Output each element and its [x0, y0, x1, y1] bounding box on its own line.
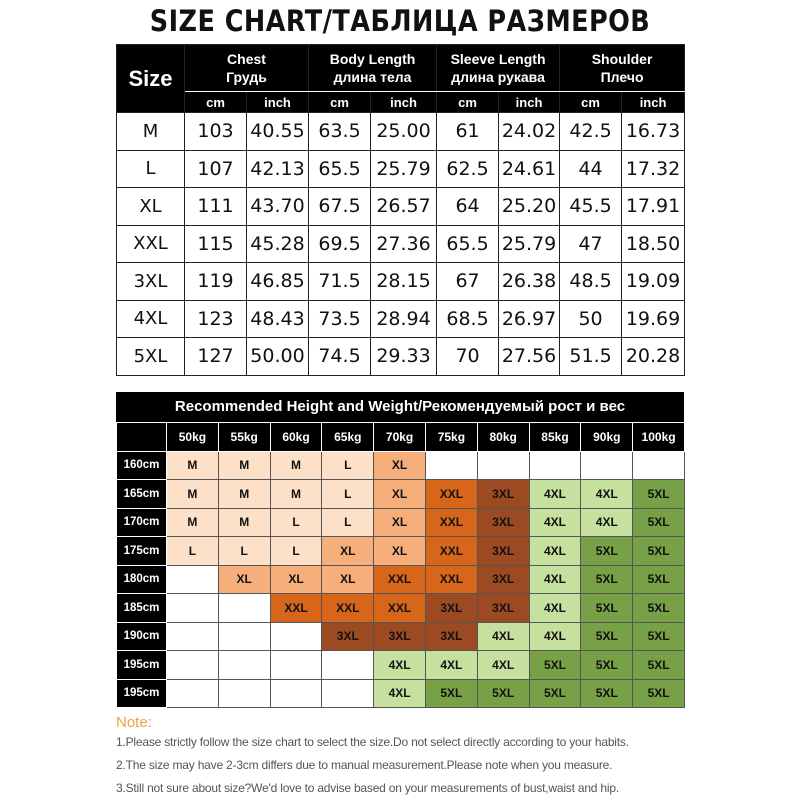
height-row [117, 508, 685, 537]
recommended-size-cell: XL [322, 565, 374, 594]
unit-header: inch [247, 92, 309, 113]
height-row [117, 480, 685, 509]
recommended-size-cell: M [270, 451, 322, 480]
recommended-size-cell: 4XL [529, 565, 581, 594]
recommended-size-cell: L [322, 508, 374, 537]
recommended-size-cell: 4XL [374, 651, 426, 680]
recommended-size-cell: 5XL [581, 537, 633, 566]
measurement-cell: 61 [437, 113, 499, 151]
body-length-column-header: Body Length длина тела [309, 45, 437, 92]
recommended-size-cell: XXL [374, 594, 426, 623]
recommended-size-cell: 5XL [581, 594, 633, 623]
recommended-size-cell: L [270, 537, 322, 566]
recommended-size-cell: XXL [425, 565, 477, 594]
measurement-cell: 70 [437, 338, 499, 376]
recommended-size-cell: 3XL [477, 537, 529, 566]
recommended-size-cell: 5XL [633, 480, 685, 509]
measurement-cell: 25.79 [371, 150, 437, 188]
measurement-cell: 50.00 [247, 338, 309, 376]
recommended-size-cell: M [167, 508, 219, 537]
measurement-cell: 28.15 [371, 263, 437, 301]
height-header: 175cm [117, 537, 167, 566]
weight-header: 50kg [167, 423, 219, 452]
height-row [117, 622, 685, 651]
unit-header: cm [437, 92, 499, 113]
height-header: 160cm [117, 451, 167, 480]
measurement-cell: 62.5 [437, 150, 499, 188]
recommended-size-cell: M [218, 451, 270, 480]
size-column-header: Size [117, 45, 185, 113]
measurement-cell: 16.73 [622, 113, 685, 151]
size-label-cell: L [117, 150, 185, 188]
measurement-cell: 65.5 [309, 150, 371, 188]
recommended-size-cell [218, 594, 270, 623]
size-row [117, 338, 685, 376]
recommended-size-cell: 5XL [529, 679, 581, 708]
measurement-cell: 63.5 [309, 113, 371, 151]
measurement-cell: 26.57 [371, 188, 437, 226]
measurement-cell: 71.5 [309, 263, 371, 301]
recommended-size-cell [167, 651, 219, 680]
recommended-size-cell: XL [374, 480, 426, 509]
measurement-cell: 28.94 [371, 300, 437, 338]
recommended-size-cell [167, 565, 219, 594]
recommended-size-cell [270, 679, 322, 708]
measurement-cell: 64 [437, 188, 499, 226]
recommended-size-cell: 3XL [425, 594, 477, 623]
unit-header: inch [499, 92, 560, 113]
recommended-size-cell: L [322, 480, 374, 509]
size-label-cell: XL [117, 188, 185, 226]
height-header: 195cm [117, 651, 167, 680]
weight-header: 55kg [218, 423, 270, 452]
recommended-size-cell [425, 451, 477, 480]
recommended-size-cell: 5XL [477, 679, 529, 708]
recommended-size-cell: XL [218, 565, 270, 594]
recommended-size-cell [218, 651, 270, 680]
size-label-cell: M [117, 113, 185, 151]
measurement-cell: 25.20 [499, 188, 560, 226]
corner-cell [117, 423, 167, 452]
recommended-size-cell [529, 451, 581, 480]
recommended-size-cell: L [167, 537, 219, 566]
weight-header: 90kg [581, 423, 633, 452]
measurement-cell: 68.5 [437, 300, 499, 338]
measurement-cell: 27.56 [499, 338, 560, 376]
height-row [117, 565, 685, 594]
note-line: 3.Still not sure about size?We'd love to advise based on your measurements of bust,waist and hip. [116, 781, 619, 795]
height-weight-table [116, 422, 685, 708]
measurement-cell: 107 [185, 150, 247, 188]
height-header: 185cm [117, 594, 167, 623]
size-row [117, 188, 685, 226]
size-label-cell: 5XL [117, 338, 185, 376]
recommended-size-cell: 4XL [581, 480, 633, 509]
measurement-cell: 74.5 [309, 338, 371, 376]
recommended-size-cell: XL [374, 451, 426, 480]
measurement-cell: 127 [185, 338, 247, 376]
recommended-size-cell: 3XL [322, 622, 374, 651]
weight-header: 80kg [477, 423, 529, 452]
recommended-size-cell: 4XL [529, 594, 581, 623]
weight-header: 85kg [529, 423, 581, 452]
size-row [117, 300, 685, 338]
height-row [117, 651, 685, 680]
measurement-cell: 67 [437, 263, 499, 301]
recommended-size-cell: 5XL [633, 622, 685, 651]
height-row [117, 537, 685, 566]
recommended-size-cell [167, 594, 219, 623]
measurement-cell: 50 [560, 300, 622, 338]
measurement-cell: 42.5 [560, 113, 622, 151]
page-title: SIZE CHART/ТАБЛИЦА РАЗМЕРОВ [149, 4, 651, 38]
recommended-size-cell: 4XL [529, 537, 581, 566]
recommended-size-cell: XXL [425, 508, 477, 537]
note-line: 2.The size may have 2-3cm differs due to manual measurement.Please note when you measure. [116, 758, 613, 772]
recommended-size-cell [167, 622, 219, 651]
size-row [117, 113, 685, 151]
weight-header: 65kg [322, 423, 374, 452]
measurement-cell: 111 [185, 188, 247, 226]
size-row [117, 150, 685, 188]
recommended-size-cell: XL [374, 537, 426, 566]
recommended-size-cell: 3XL [477, 594, 529, 623]
recommended-size-cell: M [218, 480, 270, 509]
recommended-size-cell: 4XL [477, 651, 529, 680]
measurement-cell: 26.97 [499, 300, 560, 338]
measurement-cell: 19.69 [622, 300, 685, 338]
measurement-cell: 18.50 [622, 225, 685, 263]
height-header: 190cm [117, 622, 167, 651]
recommended-size-cell: XL [270, 565, 322, 594]
recommended-size-cell: 3XL [477, 565, 529, 594]
recommended-size-cell [270, 651, 322, 680]
recommended-size-cell: XXL [425, 537, 477, 566]
sleeve-length-column-header: Sleeve Length длина рукава [437, 45, 560, 92]
measurement-cell: 17.91 [622, 188, 685, 226]
recommended-size-cell: 5XL [633, 651, 685, 680]
recommended-size-cell [581, 451, 633, 480]
recommended-size-cell: M [167, 451, 219, 480]
recommended-size-cell: L [218, 537, 270, 566]
measurement-cell: 65.5 [437, 225, 499, 263]
unit-header: inch [622, 92, 685, 113]
recommended-size-cell: XXL [270, 594, 322, 623]
unit-header: cm [309, 92, 371, 113]
size-label-cell: 3XL [117, 263, 185, 301]
measurement-cell: 48.5 [560, 263, 622, 301]
recommended-size-cell: 5XL [633, 679, 685, 708]
recommended-size-cell: 4XL [581, 508, 633, 537]
measurement-cell: 51.5 [560, 338, 622, 376]
height-row [117, 679, 685, 708]
recommended-size-cell: XL [322, 537, 374, 566]
measurement-cell: 115 [185, 225, 247, 263]
measurement-cell: 67.5 [309, 188, 371, 226]
recommended-size-cell: L [270, 508, 322, 537]
recommended-size-cell: 5XL [633, 594, 685, 623]
chest-column-header: Chest Грудь [185, 45, 309, 92]
recommended-size-cell [270, 622, 322, 651]
measurement-cell: 69.5 [309, 225, 371, 263]
measurement-cell: 46.85 [247, 263, 309, 301]
recommended-size-cell: XL [374, 508, 426, 537]
height-row [117, 594, 685, 623]
size-row [117, 225, 685, 263]
weight-header: 70kg [374, 423, 426, 452]
measurement-cell: 40.55 [247, 113, 309, 151]
measurement-cell: 24.61 [499, 150, 560, 188]
measurement-cell: 47 [560, 225, 622, 263]
weight-header: 75kg [425, 423, 477, 452]
height-header: 195cm [117, 679, 167, 708]
measurement-cell: 24.02 [499, 113, 560, 151]
recommended-size-cell [218, 622, 270, 651]
recommended-size-cell: 5XL [581, 622, 633, 651]
recommended-size-cell: XXL [322, 594, 374, 623]
height-row [117, 451, 685, 480]
weight-header: 60kg [270, 423, 322, 452]
height-header: 180cm [117, 565, 167, 594]
measurement-cell: 25.00 [371, 113, 437, 151]
recommended-size-cell: 5XL [425, 679, 477, 708]
unit-header: cm [185, 92, 247, 113]
measurement-cell: 45.28 [247, 225, 309, 263]
recommended-size-cell: 5XL [633, 565, 685, 594]
notes-section [116, 714, 796, 804]
recommended-size-cell: XXL [425, 480, 477, 509]
recommended-size-cell [322, 651, 374, 680]
recommended-size-cell: 5XL [633, 537, 685, 566]
recommended-size-cell [322, 679, 374, 708]
unit-header: cm [560, 92, 622, 113]
recommended-size-cell [218, 679, 270, 708]
unit-header: inch [371, 92, 437, 113]
recommended-size-cell: M [218, 508, 270, 537]
height-header: 170cm [117, 508, 167, 537]
measurement-cell: 27.36 [371, 225, 437, 263]
weight-header: 100kg [633, 423, 685, 452]
measurement-cell: 119 [185, 263, 247, 301]
recommended-size-cell: 3XL [374, 622, 426, 651]
recommended-size-cell: 3XL [425, 622, 477, 651]
measurement-cell: 25.79 [499, 225, 560, 263]
notes-title: Note: [116, 714, 152, 731]
recommended-size-cell: M [167, 480, 219, 509]
measurement-cell: 73.5 [309, 300, 371, 338]
recommended-size-cell: 4XL [374, 679, 426, 708]
size-chart-table [116, 44, 685, 376]
recommended-size-cell: 4XL [529, 622, 581, 651]
note-line: 1.Please strictly follow the size chart to select the size.Do not select directly according to your habits. [116, 735, 629, 749]
recommended-size-cell: 3XL [477, 480, 529, 509]
measurement-cell: 48.43 [247, 300, 309, 338]
recommended-size-cell [167, 679, 219, 708]
recommended-size-cell: M [270, 480, 322, 509]
measurement-cell: 17.32 [622, 150, 685, 188]
recommended-size-cell: 4XL [477, 622, 529, 651]
size-row [117, 263, 685, 301]
recommended-size-cell: 5XL [529, 651, 581, 680]
measurement-cell: 42.13 [247, 150, 309, 188]
measurement-cell: 43.70 [247, 188, 309, 226]
recommended-size-cell: 5XL [633, 508, 685, 537]
measurement-cell: 44 [560, 150, 622, 188]
recommended-size-cell: 5XL [581, 679, 633, 708]
recommended-size-cell: XXL [374, 565, 426, 594]
size-label-cell: 4XL [117, 300, 185, 338]
recommended-size-cell: 4XL [529, 508, 581, 537]
recommended-size-cell: 5XL [581, 565, 633, 594]
measurement-cell: 19.09 [622, 263, 685, 301]
measurement-cell: 29.33 [371, 338, 437, 376]
height-header: 165cm [117, 480, 167, 509]
measurement-cell: 103 [185, 113, 247, 151]
recommended-size-cell: 4XL [529, 480, 581, 509]
shoulder-column-header: Shoulder Плечо [560, 45, 685, 92]
recommended-size-cell [633, 451, 685, 480]
recommend-title: Recommended Height and Weight/Рекомендуемый рост и вес [116, 392, 684, 422]
recommended-size-cell: 4XL [425, 651, 477, 680]
recommended-size-cell [477, 451, 529, 480]
measurement-cell: 26.38 [499, 263, 560, 301]
measurement-cell: 123 [185, 300, 247, 338]
recommended-size-cell: L [322, 451, 374, 480]
recommended-size-cell: 3XL [477, 508, 529, 537]
recommended-size-cell: 5XL [581, 651, 633, 680]
measurement-cell: 20.28 [622, 338, 685, 376]
measurement-cell: 45.5 [560, 188, 622, 226]
size-label-cell: XXL [117, 225, 185, 263]
